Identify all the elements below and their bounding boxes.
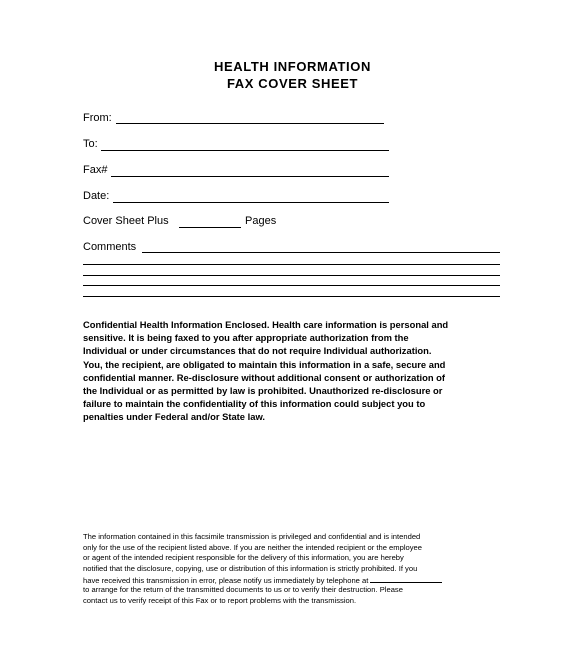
disclaimer-line: only for the use of the recipient listed above. If you are neither the intended recipient or the employee [83, 542, 422, 552]
fax-field[interactable] [111, 176, 389, 177]
comments-line-4[interactable] [83, 285, 500, 286]
pages-label: Pages [245, 215, 277, 227]
date-label: Date: [83, 190, 110, 202]
disclaimer-line-with-phone [83, 574, 503, 585]
comments-line-2[interactable] [83, 264, 500, 265]
comments-line-1[interactable] [142, 252, 500, 253]
confidential-notice [83, 318, 503, 424]
from-field[interactable] [116, 123, 384, 124]
date-field[interactable] [113, 202, 389, 203]
confidential-line: You, the recipient, are obligated to maintain this information in a safe, secure and [83, 358, 446, 370]
confidential-line: Confidential Health Information Enclosed. Health care information is personal and [83, 319, 449, 330]
confidential-line: penalties under Federal and/or State law. [83, 411, 265, 423]
disclaimer-line: or agent of the intended recipient responsible for the delivery of this information, you are hereby [83, 553, 404, 563]
confidential-line: failure to maintain the confidentiality of this information could subject you to [83, 398, 426, 410]
from-label: From: [83, 112, 112, 124]
disclaimer-line: have received this transmission in error, please notify us immediately by telephone at [83, 576, 369, 586]
comments-label: Comments [83, 241, 137, 253]
phone-field[interactable] [370, 574, 442, 583]
confidential-line: Individual or under circumstances that do not require Individual authorization. [83, 345, 432, 357]
confidential-line: sensitive. It is being faxed to you after appropriate authorization from the [83, 332, 409, 344]
page-count-field[interactable] [179, 227, 241, 228]
confidential-line: confidential manner. Re-disclosure without additional consent or authorization of [83, 371, 446, 383]
disclaimer-line: notified that the disclosure, copying, use or distribution of this information is strictly prohibited. If you [83, 563, 418, 573]
disclaimer [83, 532, 503, 606]
comments-line-3[interactable] [83, 275, 500, 276]
page-title: HEALTH INFORMATION [214, 59, 371, 74]
comments-line-5[interactable] [83, 296, 500, 297]
disclaimer-line: contact us to verify receipt of this Fax or to report problems with the transmission. [83, 595, 357, 605]
disclaimer-line: The information contained in this facsimile transmission is privileged and confidential and is intended [83, 532, 421, 541]
to-label: To: [83, 138, 98, 150]
confidential-line: the Individual or as permitted by law is prohibited. Unauthorized re-disclosure or [83, 384, 443, 396]
to-field[interactable] [101, 150, 389, 151]
page-subtitle: FAX COVER SHEET [226, 76, 359, 91]
cover-sheet-plus-label: Cover Sheet Plus [83, 215, 169, 227]
fax-label: Fax# [83, 164, 108, 176]
disclaimer-line: to arrange for the return of the transmitted documents to us or to verify their destruction. Please [83, 584, 403, 594]
